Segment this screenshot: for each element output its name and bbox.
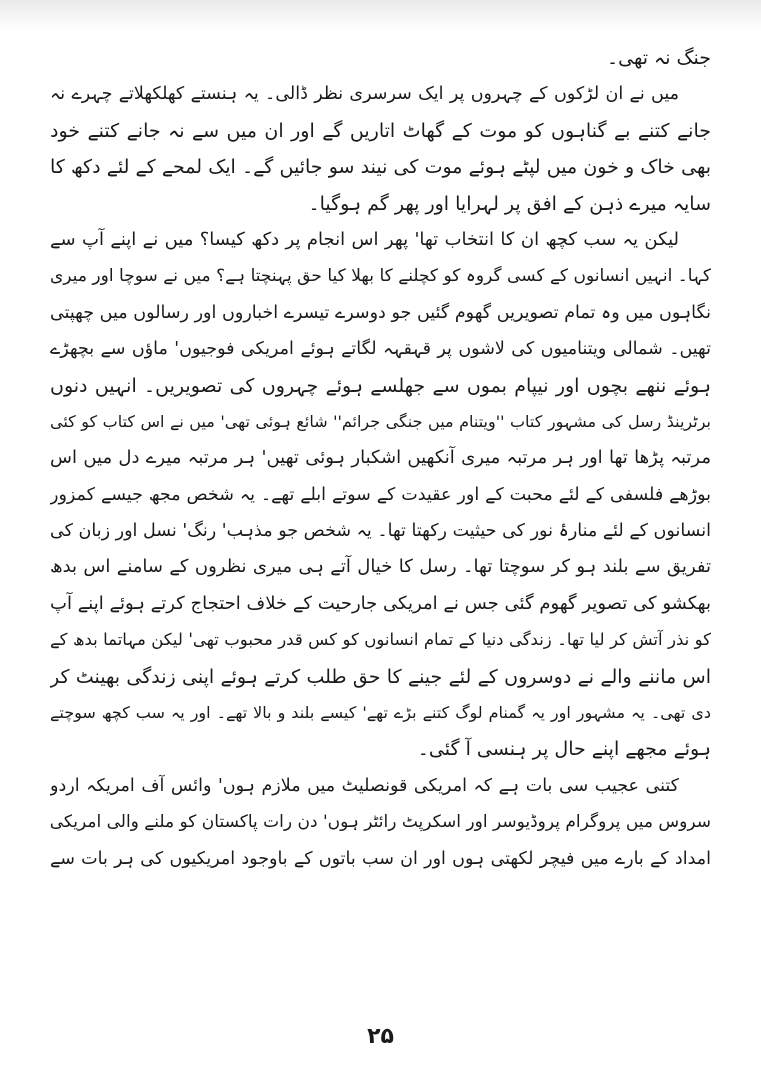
text-line: بھکشو کی تصویر گھوم گئی جس نے امریکی جارحیت کے خلاف احتجاج کرتے ہوئے اپنے آپ (50, 592, 711, 614)
text-line: مرتبہ پڑھا تھا اور ہر مرتبہ میری آنکھیں اشکبار ہوئی تھیں' ہر مرتبہ میرے دل میں اس (50, 447, 711, 469)
text-line: کہا۔ انہیں انسانوں کے کسی گروہ کو کچلنے کا بھلا کیا حق پہنچتا ہے؟ میں نے سوچا اور میری (50, 266, 711, 287)
text-line: برٹرینڈ رسل کی مشہور کتاب ''ویتنام میں جنگی جرائم'' شائع ہوئی تھی' میں نے اس کتاب کو کئی (50, 411, 711, 431)
text-line: بھی خاک و خون میں لپٹے ہوئے موت کی نیند سو جائیں گے۔ ایک لمحے کے لئے دکھ کا (50, 156, 711, 179)
text-line: کو نذر آتش کر لیا تھا۔ زندگی دنیا کے تمام انسانوں کو کس قدر محبوب تھی' لیکن مہاتما بدھ کے (50, 630, 711, 650)
text-line: بوڑھے فلسفی کے لئے محبت کے اور عقیدت کے سوتے ابلے تھے۔ یہ شخص مجھ جیسے کمزور (50, 484, 711, 505)
text-line: میں نے ان لڑکوں کے چہروں پر ایک سرسری نظر ڈالی۔ یہ ہنستے کھلکھلاتے چہرے نہ (50, 84, 679, 105)
page-number: ۲۵ (367, 1024, 394, 1049)
text-line: سروس میں پروگرام پروڈیوسر اور اسکرپٹ رائٹر ہوں' دن رات پاکستان کو ملنے والی امریکی (50, 812, 711, 833)
text-line: امداد کے بارے میں فیچر لکھتی ہوں اور ان سب باتوں کے باوجود امریکیوں کی ہر بات سے (50, 848, 711, 869)
text-line: نگاہوں میں وہ تمام تصویریں گھوم گئیں جو دوسرے تیسرے اخباروں اور رسالوں میں چھپتی (50, 302, 711, 323)
text-line: تھیں۔ شمالی ویتنامیوں کی لاشوں پر قہقہہ لگاتے ہوئے امریکی فوجیوں' ماؤں سے بچھڑے (50, 339, 711, 360)
text-line: ہوئے ننھے بچوں اور نیپام بموں سے جھلسے ہوئے چہروں کی تصویریں۔ انہیں دنوں (50, 374, 711, 397)
scan-shadow (0, 0, 761, 30)
text-line: لیکن یہ سب کچھ ان کا انتخاب تھا' پھر اس انجام پر دکھ کیسا؟ میں نے اپنے آپ سے (50, 228, 679, 250)
text-line: کتنی عجیب سی بات ہے کہ امریکی قونصلیٹ میں ملازم ہوں' وائس آف امریکہ اردو (50, 775, 679, 796)
text-line: تفریق سے بلند ہو کر سوچتا تھا۔ رسل کا خیال آتے ہی میری نظروں کے سامنے اس بدھ (50, 556, 711, 578)
text-line: اس ماننے والے نے دوسروں کے لئے جینے کا حق طلب کرتے ہوئے اپنی زندگی بھینٹ کر (50, 665, 711, 688)
page-text (50, 40, 711, 877)
text-line: دی تھی۔ یہ مشہور اور یہ گمنام لوگ کتنے بڑے تھے' کیسے بلند و بالا تھے۔ اور یہ سب کچھ سوچتے (50, 703, 711, 723)
text-line: جنگ نہ تھی۔ (607, 47, 711, 69)
text-line: سایہ میرے ذہن کے افق پر لہرایا اور پھر گم ہوگیا۔ (308, 192, 711, 215)
text-line: جانے کتنے بے گناہوں کو موت کے گھاٹ اتاریں گے اور ان میں سے نہ جانے کتنے خود (50, 119, 711, 142)
text-line: انسانوں کے لئے منارۂ نور کی حیثیت رکھتا تھا۔ یہ شخص جو مذہب' رنگ' نسل اور زبان کی (50, 521, 711, 542)
text-line: ہوئے مجھے اپنے حال پر ہنسی آ گئی۔ (417, 738, 711, 761)
